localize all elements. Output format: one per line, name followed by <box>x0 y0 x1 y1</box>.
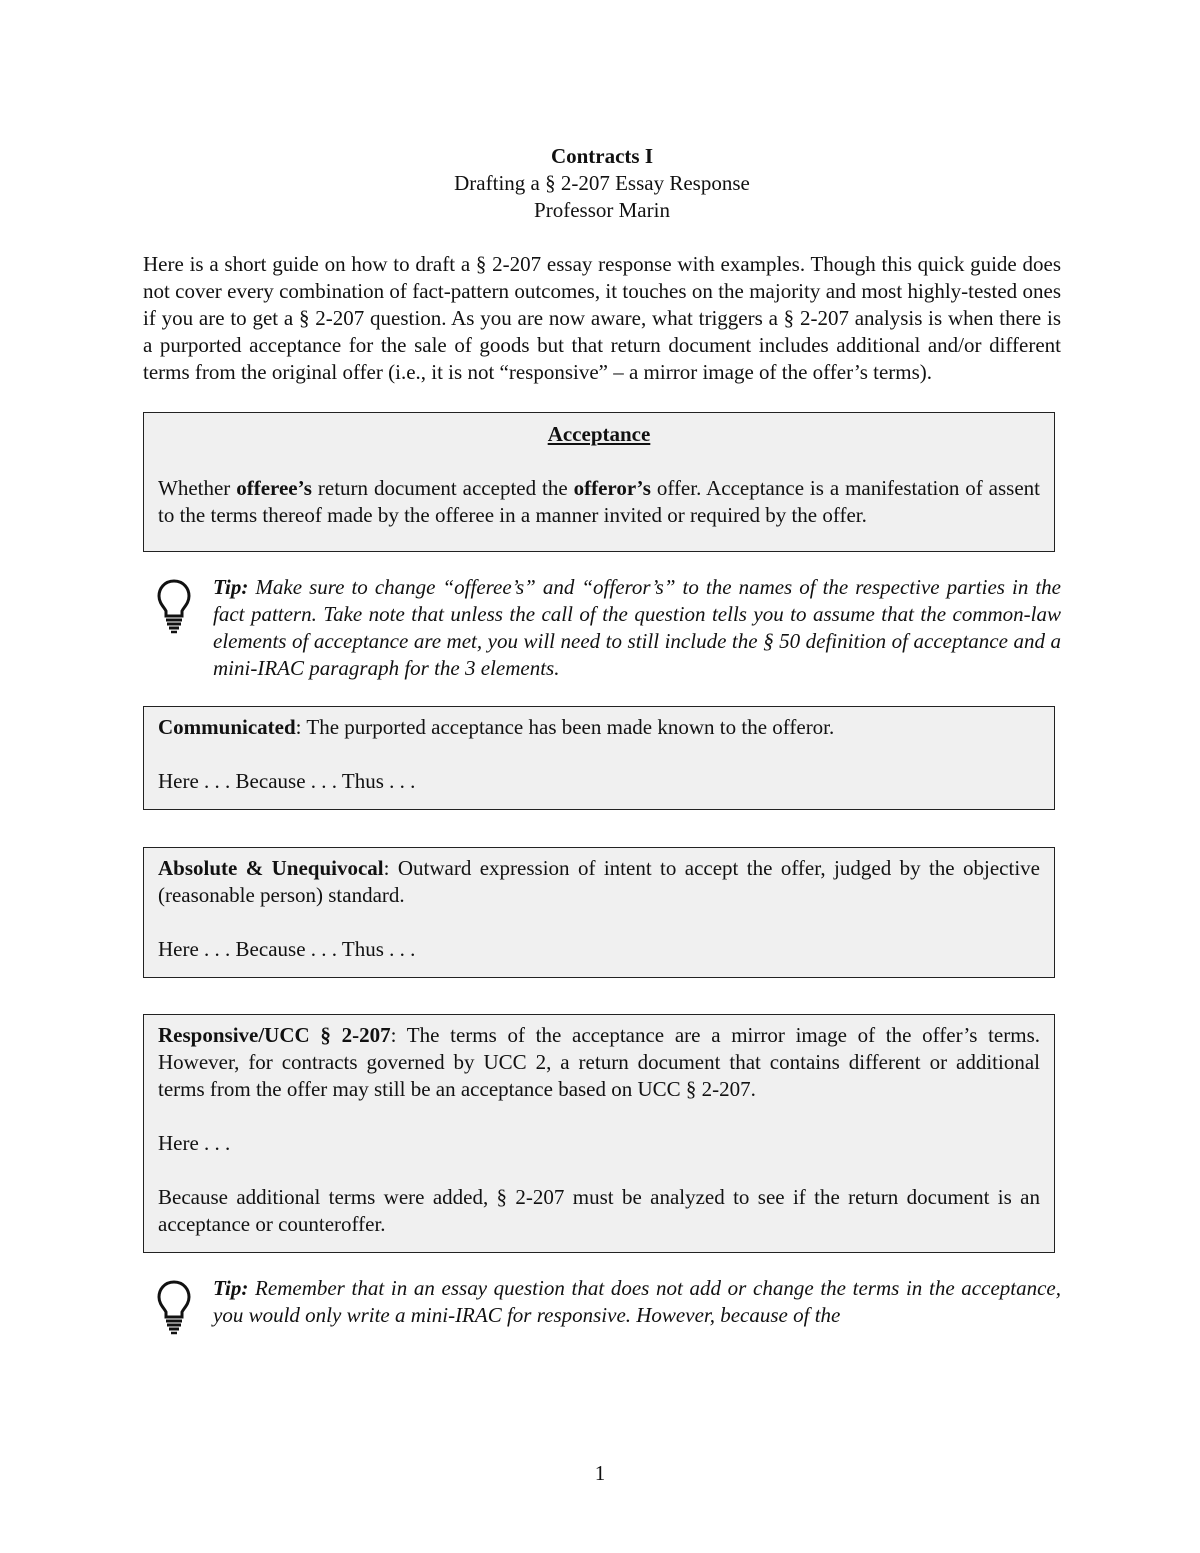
acceptance-definition <box>158 475 1040 529</box>
responsive-definition <box>158 1022 1040 1103</box>
communicated-irac: Here . . . Because . . . Thus . . . <box>158 769 416 793</box>
responsive-because: Because additional terms were added, § 2-207 must be analyzed to see if the return document is an acceptance or counteroffer. <box>158 1185 1040 1236</box>
tip-2-text <box>213 1275 1061 1329</box>
absolute-box <box>143 847 1055 978</box>
tip-1-body: Make sure to change “offeree’s” and “offeror’s” to the names of the respective parties in the fact pattern. Take note that unless the call of the question tells you to assume that the common-law elements of acceptance are met, you will need to still include the § 50 definition of acceptance and a mini-IRAC paragraph for the 3 elements. <box>213 575 1061 680</box>
tip-callout-1 <box>143 574 1061 682</box>
absolute-definition <box>158 855 1040 909</box>
tip-1-text <box>213 574 1061 682</box>
offeree-term: offeree’s <box>236 476 312 500</box>
acceptance-text-3: offer. Acceptance is a manifestation of assent to the terms thereof made by the offeree in a manner invited or required by the offer. <box>158 476 1040 527</box>
tip-2-label: Tip: <box>213 1276 249 1300</box>
acceptance-text-1: Whether <box>158 476 237 500</box>
tip-callout-2 <box>143 1275 1061 1329</box>
intro-paragraph: Here is a short guide on how to draft a § 2-207 essay response with examples. Though this quick guide does not cover every combination of fact-pattern outcomes, it touches on the majority and most highly-tested ones if you are to get a § 2-207 question. As you are now aware, what triggers a § 2-207 analysis is when there is a purported acceptance for the sale of goods but that return document includes additional and/or different terms from the original offer (i.e., it is not “responsive” – a mirror image of the offer’s terms). <box>143 252 1061 384</box>
document-header <box>143 143 1061 224</box>
document-page <box>143 143 1061 1329</box>
page-number: 1 <box>594 1461 606 1485</box>
responsive-text: : The terms of the acceptance are a mirror image of the offer’s terms. However, for contracts governed by UCC 2, a return document that contains different or additional terms from the offer may still be an acceptance based on UCC § 2-207. <box>158 1023 1040 1101</box>
absolute-text: : Outward expression of intent to accept the offer, judged by the objective (reasonable person) standard. <box>158 856 1040 907</box>
responsive-box <box>143 1014 1055 1253</box>
communicated-box <box>143 706 1055 810</box>
acceptance-text-2: return document accepted the <box>311 476 574 500</box>
communicated-term: Communicated <box>158 715 296 739</box>
document-subtitle: Drafting a § 2-207 Essay Response <box>454 171 750 195</box>
acceptance-box <box>143 412 1055 552</box>
lightbulb-icon <box>156 1279 192 1335</box>
document-author: Professor Marin <box>534 198 670 222</box>
tip-1-label: Tip: <box>213 575 249 599</box>
document-title: Contracts I <box>550 144 654 168</box>
responsive-term: Responsive/UCC § 2-207 <box>158 1023 391 1047</box>
responsive-here: Here . . . <box>158 1131 231 1155</box>
absolute-irac: Here . . . Because . . . Thus . . . <box>158 937 416 961</box>
communicated-definition <box>158 714 1040 741</box>
offeror-term: offeror’s <box>573 476 651 500</box>
absolute-term: Absolute & Unequivocal <box>158 856 384 880</box>
lightbulb-icon <box>156 578 192 634</box>
acceptance-heading: Acceptance <box>547 422 651 446</box>
communicated-text: : The purported acceptance has been made known to the offeror. <box>295 715 835 739</box>
tip-2-body: Remember that in an essay question that does not add or change the terms in the acceptance, you would only write a mini-IRAC for responsive. However, because of the <box>213 1276 1061 1327</box>
